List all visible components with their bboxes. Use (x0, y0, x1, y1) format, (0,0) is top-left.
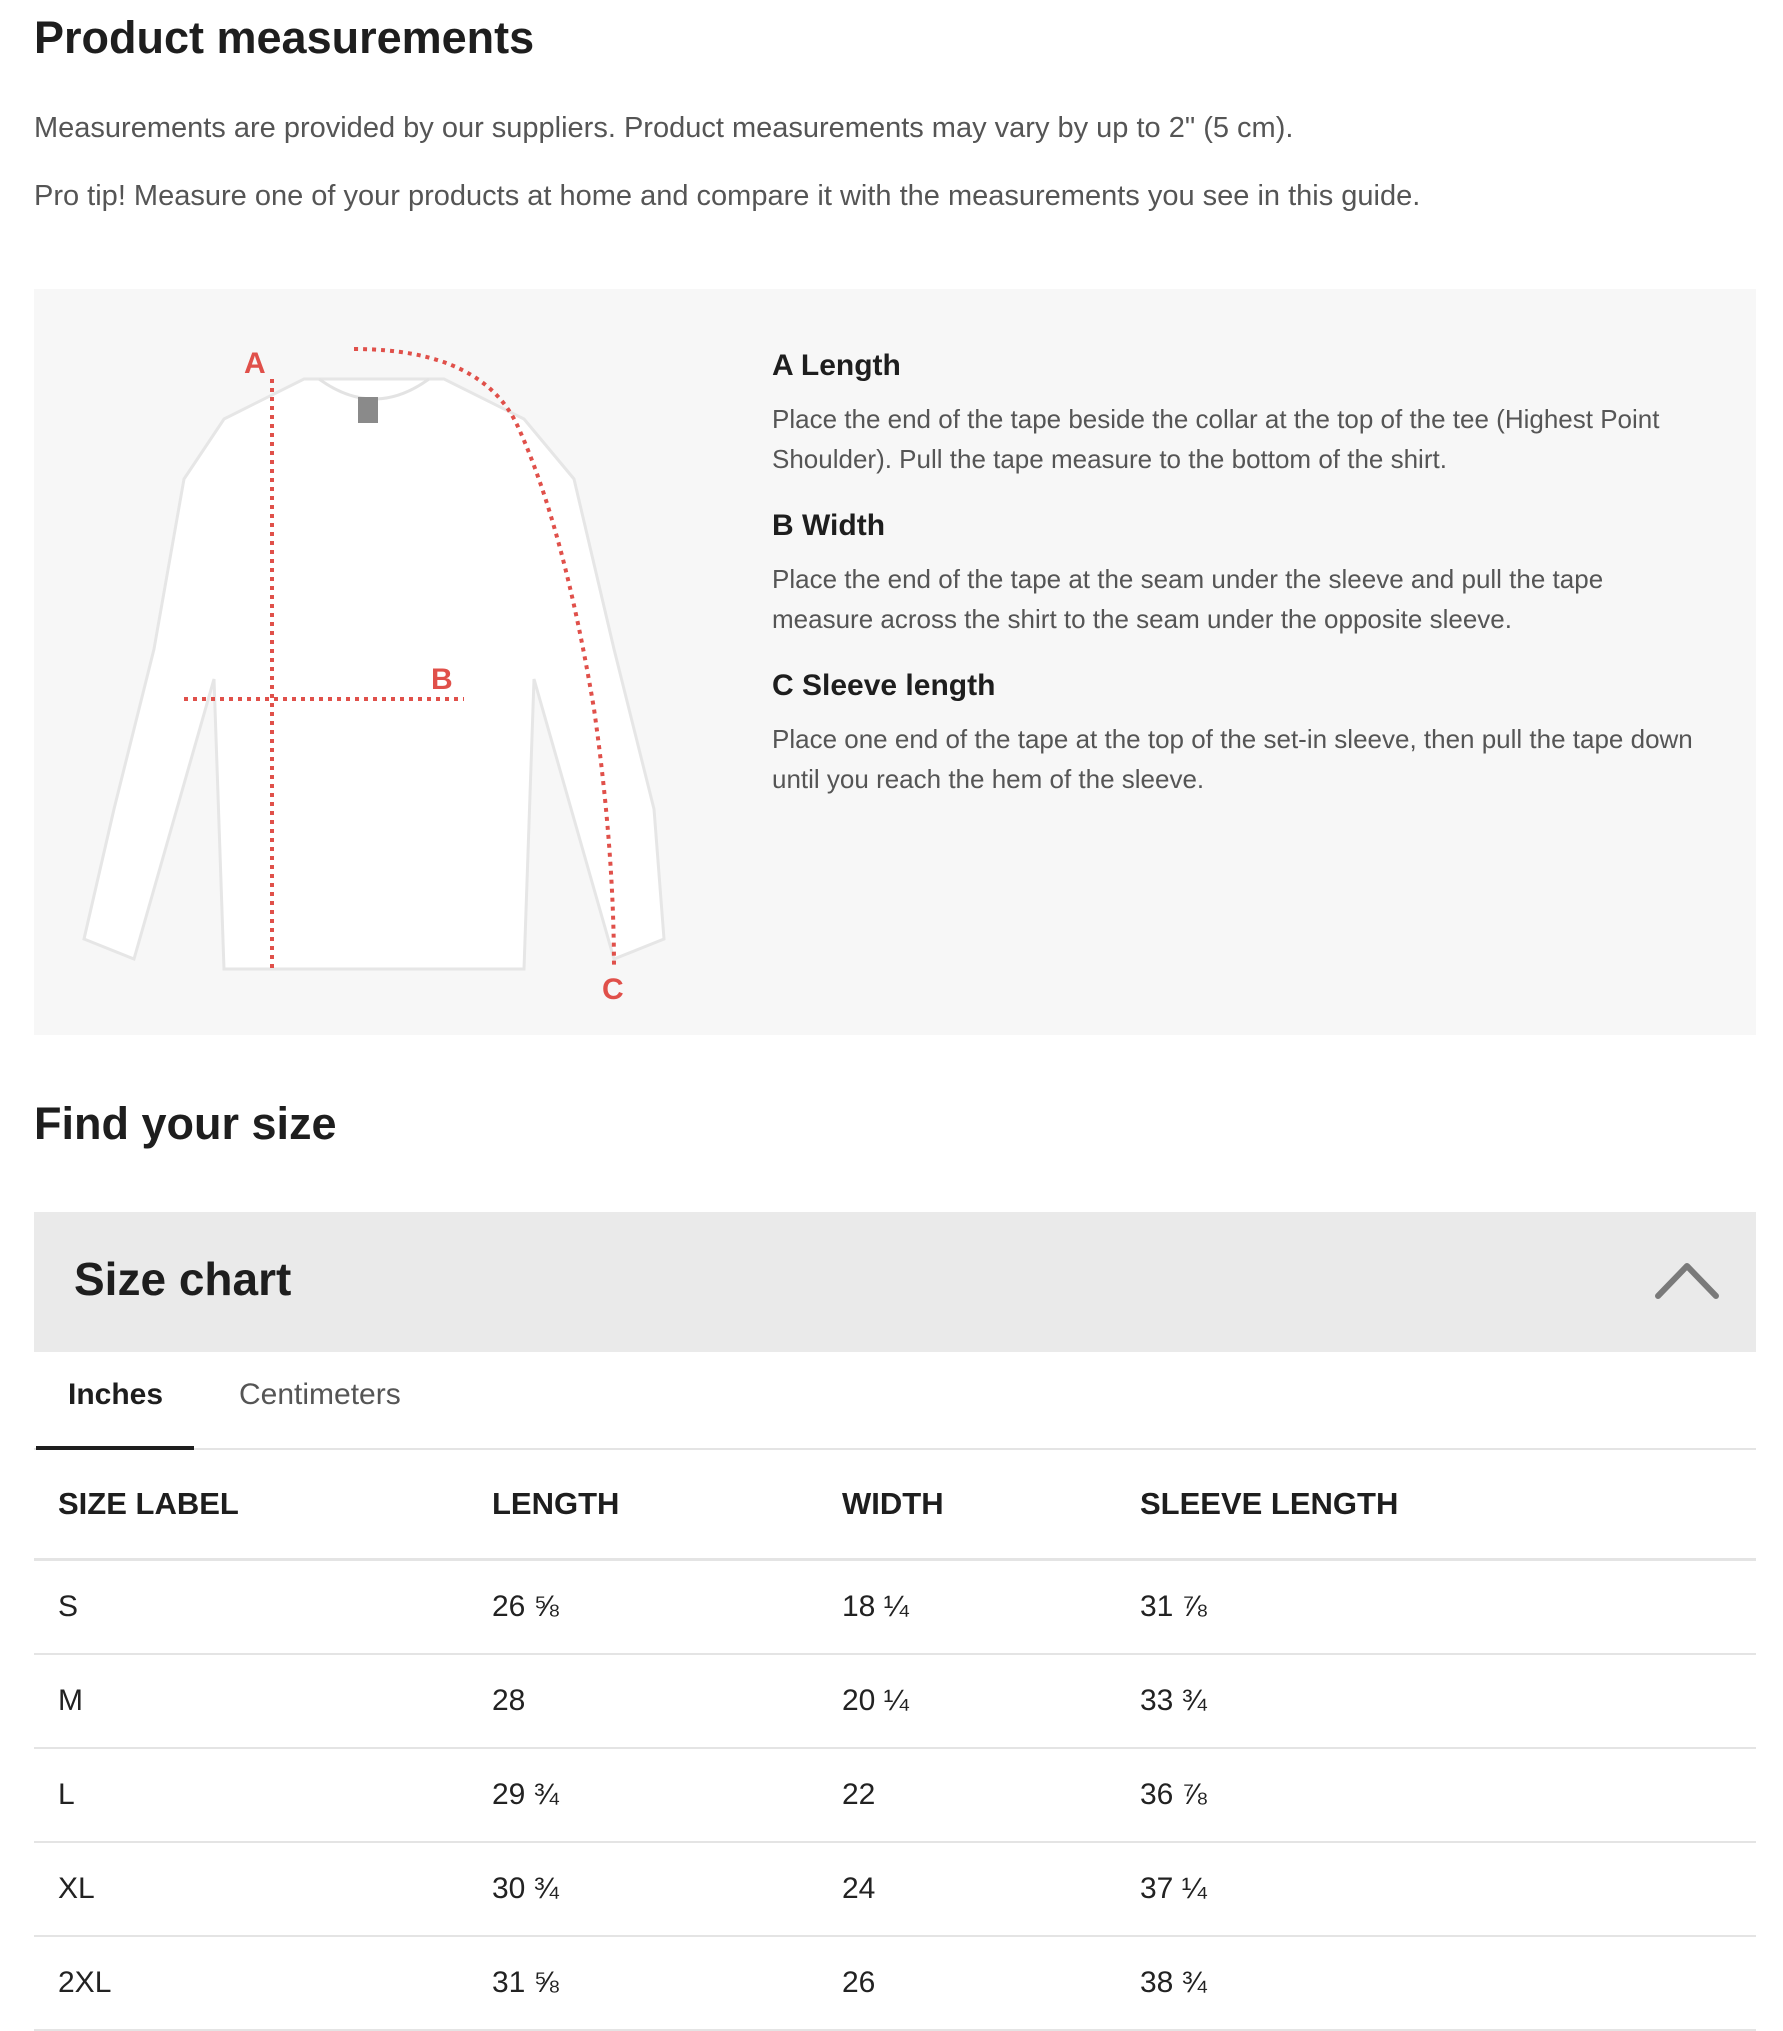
pro-tip-text: Pro tip! Measure one of your products at home and compare it with the measurements you see in this guide. (34, 180, 1421, 212)
label-c: C (602, 973, 624, 1006)
shirt-diagram (94, 347, 774, 1006)
size-cell: XL (34, 1842, 492, 1936)
width-text: Place the end of the tape at the seam under the sleeve and pull the tape measure across the shirt to the seam under the opposite sleeve. (772, 564, 1604, 634)
intro-text: Measurements are provided by our suppliers. Product measurements may vary by up to 2" (5 cm). (34, 112, 1294, 144)
size-chart-accordion-header[interactable] (34, 1212, 1756, 1352)
column-header-width: WIDTH (842, 1450, 1140, 1560)
label-tag-icon (358, 397, 378, 423)
sleeve-length-cell: 31 ⅞ (1140, 1560, 1756, 1655)
table-row (34, 1654, 1756, 1748)
shirt-illustration (84, 379, 664, 969)
width-cell: 24 (842, 1842, 1140, 1936)
width-cell: 26 (842, 1936, 1140, 2030)
unit-tabs (34, 1352, 1756, 1450)
table-row (34, 1748, 1756, 1842)
label-b: B (431, 663, 453, 696)
tab-inches[interactable]: Inches (68, 1378, 164, 1411)
measurement-guide (34, 289, 1756, 1035)
sleeve-title: C Sleeve length (772, 669, 996, 702)
chevron-up-icon[interactable] (1654, 1256, 1720, 1306)
sleeve-instruction (772, 669, 1702, 799)
size-cell: 2XL (34, 1936, 492, 2030)
label-a: A (244, 347, 266, 380)
length-cell: 28 (492, 1654, 842, 1748)
column-header-length: LENGTH (492, 1450, 842, 1560)
sleeve-length-cell: 33 ¾ (1140, 1654, 1756, 1748)
size-chart-title: Size chart (74, 1253, 292, 1305)
column-header-sleeve-length: SLEEVE LENGTH (1140, 1450, 1756, 1560)
width-cell: 20 ¼ (842, 1654, 1140, 1748)
size-cell: M (34, 1654, 492, 1748)
length-cell: 31 ⅝ (492, 1936, 842, 2030)
size-table (34, 1450, 1756, 2031)
size-cell: L (34, 1748, 492, 1842)
table-row (34, 1936, 1756, 2030)
width-instruction (772, 509, 1702, 639)
width-title: B Width (772, 509, 886, 542)
tab-centimeters[interactable]: Centimeters (239, 1378, 401, 1411)
column-header-size-label: SIZE LABEL (34, 1450, 492, 1560)
width-cell: 22 (842, 1748, 1140, 1842)
sleeve-text: Place one end of the tape at the top of the set-in sleeve, then pull the tape down until you reach the hem of the sleeve. (772, 724, 1693, 794)
table-row (34, 1560, 1756, 1655)
length-cell: 26 ⅝ (492, 1560, 842, 1655)
size-cell: S (34, 1560, 492, 1655)
length-cell: 30 ¾ (492, 1842, 842, 1936)
table-header-row (34, 1450, 1756, 1560)
page-title: Product measurements (34, 12, 535, 63)
width-cell: 18 ¼ (842, 1560, 1140, 1655)
length-text: Place the end of the tape beside the collar at the top of the tee (Highest Point Shoulder). Pull the tape measure to the bottom of the shirt. (772, 404, 1660, 474)
measurement-instructions (772, 349, 1702, 829)
table-row (34, 1842, 1756, 1936)
sleeve-length-cell: 38 ¾ (1140, 1936, 1756, 2030)
length-title: A Length (772, 349, 901, 382)
sleeve-length-cell: 36 ⅞ (1140, 1748, 1756, 1842)
length-cell: 29 ¾ (492, 1748, 842, 1842)
find-size-heading: Find your size (34, 1098, 337, 1149)
sleeve-length-cell: 37 ¼ (1140, 1842, 1756, 1936)
length-instruction (772, 349, 1702, 479)
